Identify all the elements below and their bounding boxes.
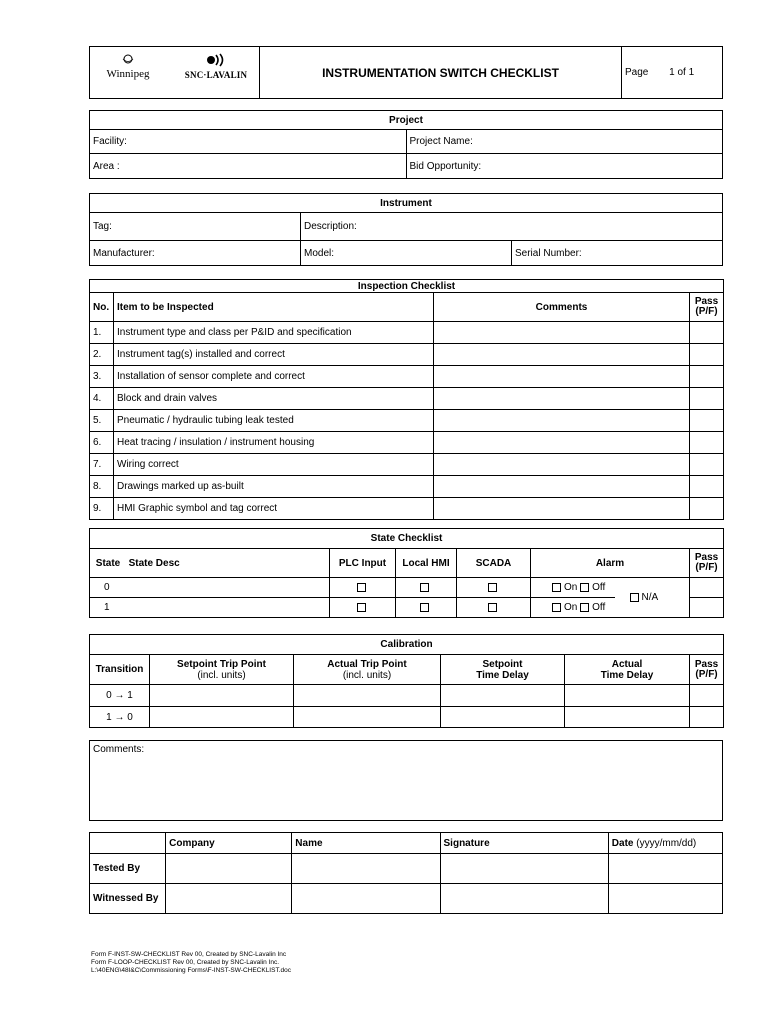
row-comments[interactable]	[434, 498, 690, 520]
tested-date[interactable]	[608, 854, 722, 884]
witnessed-by-label: Witnessed By	[90, 884, 166, 914]
description-field[interactable]: Description:	[301, 213, 723, 241]
transition-1-0: 1 → 0	[90, 707, 150, 728]
instrument-table	[89, 193, 723, 266]
state-table	[89, 528, 724, 618]
row-no: 3.	[90, 366, 114, 388]
row-item: Heat tracing / insulation / instrument housing	[114, 432, 434, 454]
row-pass[interactable]	[690, 344, 724, 366]
row-no: 2.	[90, 344, 114, 366]
snc-lavalin-logo-icon	[205, 53, 227, 67]
col-plc-input: PLC Input	[330, 549, 396, 578]
state-pass-0[interactable]	[690, 578, 724, 598]
header-table	[89, 46, 723, 99]
row-pass[interactable]	[690, 410, 724, 432]
serial-number-field[interactable]: Serial Number:	[512, 241, 723, 266]
row-no: 9.	[90, 498, 114, 520]
col-item: Item to be Inspected	[114, 293, 434, 322]
page-cell	[622, 47, 723, 99]
area-field[interactable]: Area :	[90, 154, 407, 179]
actual-trip-1[interactable]	[294, 707, 441, 728]
col-signature: Signature	[440, 833, 608, 854]
cal-pass-0[interactable]	[690, 685, 724, 707]
table-row	[90, 432, 724, 454]
row-item: Drawings marked up as-built	[114, 476, 434, 498]
state-row-1: 1	[90, 598, 330, 618]
col-no: No.	[90, 293, 114, 322]
actual-trip-0[interactable]	[294, 685, 441, 707]
manufacturer-field[interactable]: Manufacturer:	[90, 241, 301, 266]
row-item: HMI Graphic symbol and tag correct	[114, 498, 434, 520]
inspection-heading: Inspection Checklist	[90, 280, 724, 293]
setpoint-trip-0[interactable]	[150, 685, 294, 707]
row-comments[interactable]	[434, 410, 690, 432]
row-item: Wiring correct	[114, 454, 434, 476]
table-row	[90, 344, 724, 366]
comments-field[interactable]: Comments:	[90, 741, 723, 821]
row-item: Block and drain valves	[114, 388, 434, 410]
table-row	[90, 498, 724, 520]
scada-checkbox-1[interactable]	[457, 598, 531, 618]
alarm-na-option[interactable]: N/A	[615, 578, 690, 618]
scada-checkbox-0[interactable]	[457, 578, 531, 598]
project-name-field[interactable]: Project Name:	[406, 130, 723, 154]
row-pass[interactable]	[690, 498, 724, 520]
instrument-heading: Instrument	[90, 194, 723, 213]
setpoint-delay-0[interactable]	[441, 685, 565, 707]
row-comments[interactable]	[434, 454, 690, 476]
plc-checkbox-0[interactable]	[330, 578, 396, 598]
col-actual-delay: Actual Time Delay	[565, 655, 690, 685]
row-comments[interactable]	[434, 322, 690, 344]
row-no: 8.	[90, 476, 114, 498]
col-cal-pass: Pass (P/F)	[690, 655, 724, 685]
tested-name[interactable]	[292, 854, 440, 884]
table-row	[90, 388, 724, 410]
col-company: Company	[166, 833, 292, 854]
project-heading: Project	[90, 111, 723, 130]
page-value: 1 of 1	[669, 67, 695, 78]
col-state: State State Desc	[90, 549, 330, 578]
witnessed-company[interactable]	[166, 884, 292, 914]
model-field[interactable]: Model:	[301, 241, 512, 266]
setpoint-trip-1[interactable]	[150, 707, 294, 728]
calibration-table	[89, 634, 724, 728]
facility-field[interactable]: Facility:	[90, 130, 407, 154]
witnessed-signature[interactable]	[440, 884, 608, 914]
witnessed-name[interactable]	[292, 884, 440, 914]
signoff-table	[89, 832, 723, 914]
col-name: Name	[292, 833, 440, 854]
comments-table	[89, 740, 723, 821]
row-comments[interactable]	[434, 388, 690, 410]
actual-delay-0[interactable]	[565, 685, 690, 707]
alarm-options-0[interactable]: On Off	[531, 578, 615, 598]
row-item: Pneumatic / hydraulic tubing leak tested	[114, 410, 434, 432]
row-pass[interactable]	[690, 322, 724, 344]
col-actual-trip: Actual Trip Point (incl. units)	[294, 655, 441, 685]
col-state-pass: Pass (P/F)	[690, 549, 724, 578]
col-comments: Comments	[434, 293, 690, 322]
row-item: Instrument type and class per P&ID and specification	[114, 322, 434, 344]
row-pass[interactable]	[690, 476, 724, 498]
row-comments[interactable]	[434, 476, 690, 498]
footer-line-1: Form F-INST-SW-CHECKLIST Rev 00, Created by SNC-Lavalin Inc	[91, 951, 287, 958]
col-alarm: Alarm	[531, 549, 690, 578]
table-row	[90, 476, 724, 498]
row-pass[interactable]	[690, 366, 724, 388]
inspection-table	[89, 279, 724, 520]
row-no: 1.	[90, 322, 114, 344]
cal-pass-1[interactable]	[690, 707, 724, 728]
col-date: Date (yyyy/mm/dd)	[608, 833, 722, 854]
row-no: 5.	[90, 410, 114, 432]
state-heading: State Checklist	[90, 529, 724, 549]
project-table	[89, 110, 723, 179]
state-pass-1[interactable]	[690, 598, 724, 618]
transition-0-1: 0 → 1	[90, 685, 150, 707]
row-pass[interactable]	[690, 454, 724, 476]
row-comments[interactable]	[434, 344, 690, 366]
col-setpoint-delay: Setpoint Time Delay	[441, 655, 565, 685]
table-row	[90, 410, 724, 432]
calibration-heading: Calibration	[90, 635, 724, 655]
col-pass: Pass (P/F)	[690, 293, 724, 322]
winnipeg-logo-text: Winnipeg	[106, 68, 150, 80]
form-title: INSTRUMENTATION SWITCH CHECKLIST	[260, 47, 622, 99]
col-scada: SCADA	[457, 549, 531, 578]
logo-cell	[90, 47, 260, 99]
state-row-0: 0	[90, 578, 330, 598]
row-no: 6.	[90, 432, 114, 454]
hmi-checkbox-1[interactable]	[396, 598, 457, 618]
row-pass[interactable]	[690, 432, 724, 454]
winnipeg-logo-icon	[121, 53, 135, 65]
row-no: 7.	[90, 454, 114, 476]
tested-by-label: Tested By	[90, 854, 166, 884]
hmi-checkbox-0[interactable]	[396, 578, 457, 598]
footer-line-3: L:\40ENG\48I&C\Commissioning Forms\F-INST-SW-CHECKLIST.doc	[91, 967, 291, 974]
col-local-hmi: Local HMI	[396, 549, 457, 578]
tested-company[interactable]	[166, 854, 292, 884]
snc-lavalin-logo-text: SNC·LAVALIN	[184, 70, 248, 80]
table-row	[90, 322, 724, 344]
footer	[91, 951, 291, 975]
bid-opportunity-field[interactable]: Bid Opportunity:	[406, 154, 723, 179]
page-label: Page	[625, 67, 649, 78]
footer-line-2: Form F-LOOP-CHECKLIST Rev 00, Created by SNC-Lavalin Inc.	[91, 959, 280, 966]
alarm-options-1[interactable]: On Off	[531, 598, 615, 618]
row-comments[interactable]	[434, 432, 690, 454]
table-row	[90, 366, 724, 388]
tag-field[interactable]: Tag:	[90, 213, 301, 241]
row-no: 4.	[90, 388, 114, 410]
row-comments[interactable]	[434, 366, 690, 388]
signoff-blank	[90, 833, 166, 854]
table-row	[90, 454, 724, 476]
tested-signature[interactable]	[440, 854, 608, 884]
col-transition: Transition	[90, 655, 150, 685]
row-item: Installation of sensor complete and correct	[114, 366, 434, 388]
setpoint-delay-1[interactable]	[441, 707, 565, 728]
witnessed-date[interactable]	[608, 884, 722, 914]
row-item: Instrument tag(s) installed and correct	[114, 344, 434, 366]
col-setpoint-trip: Setpoint Trip Point (incl. units)	[150, 655, 294, 685]
actual-delay-1[interactable]	[565, 707, 690, 728]
plc-checkbox-1[interactable]	[330, 598, 396, 618]
row-pass[interactable]	[690, 388, 724, 410]
